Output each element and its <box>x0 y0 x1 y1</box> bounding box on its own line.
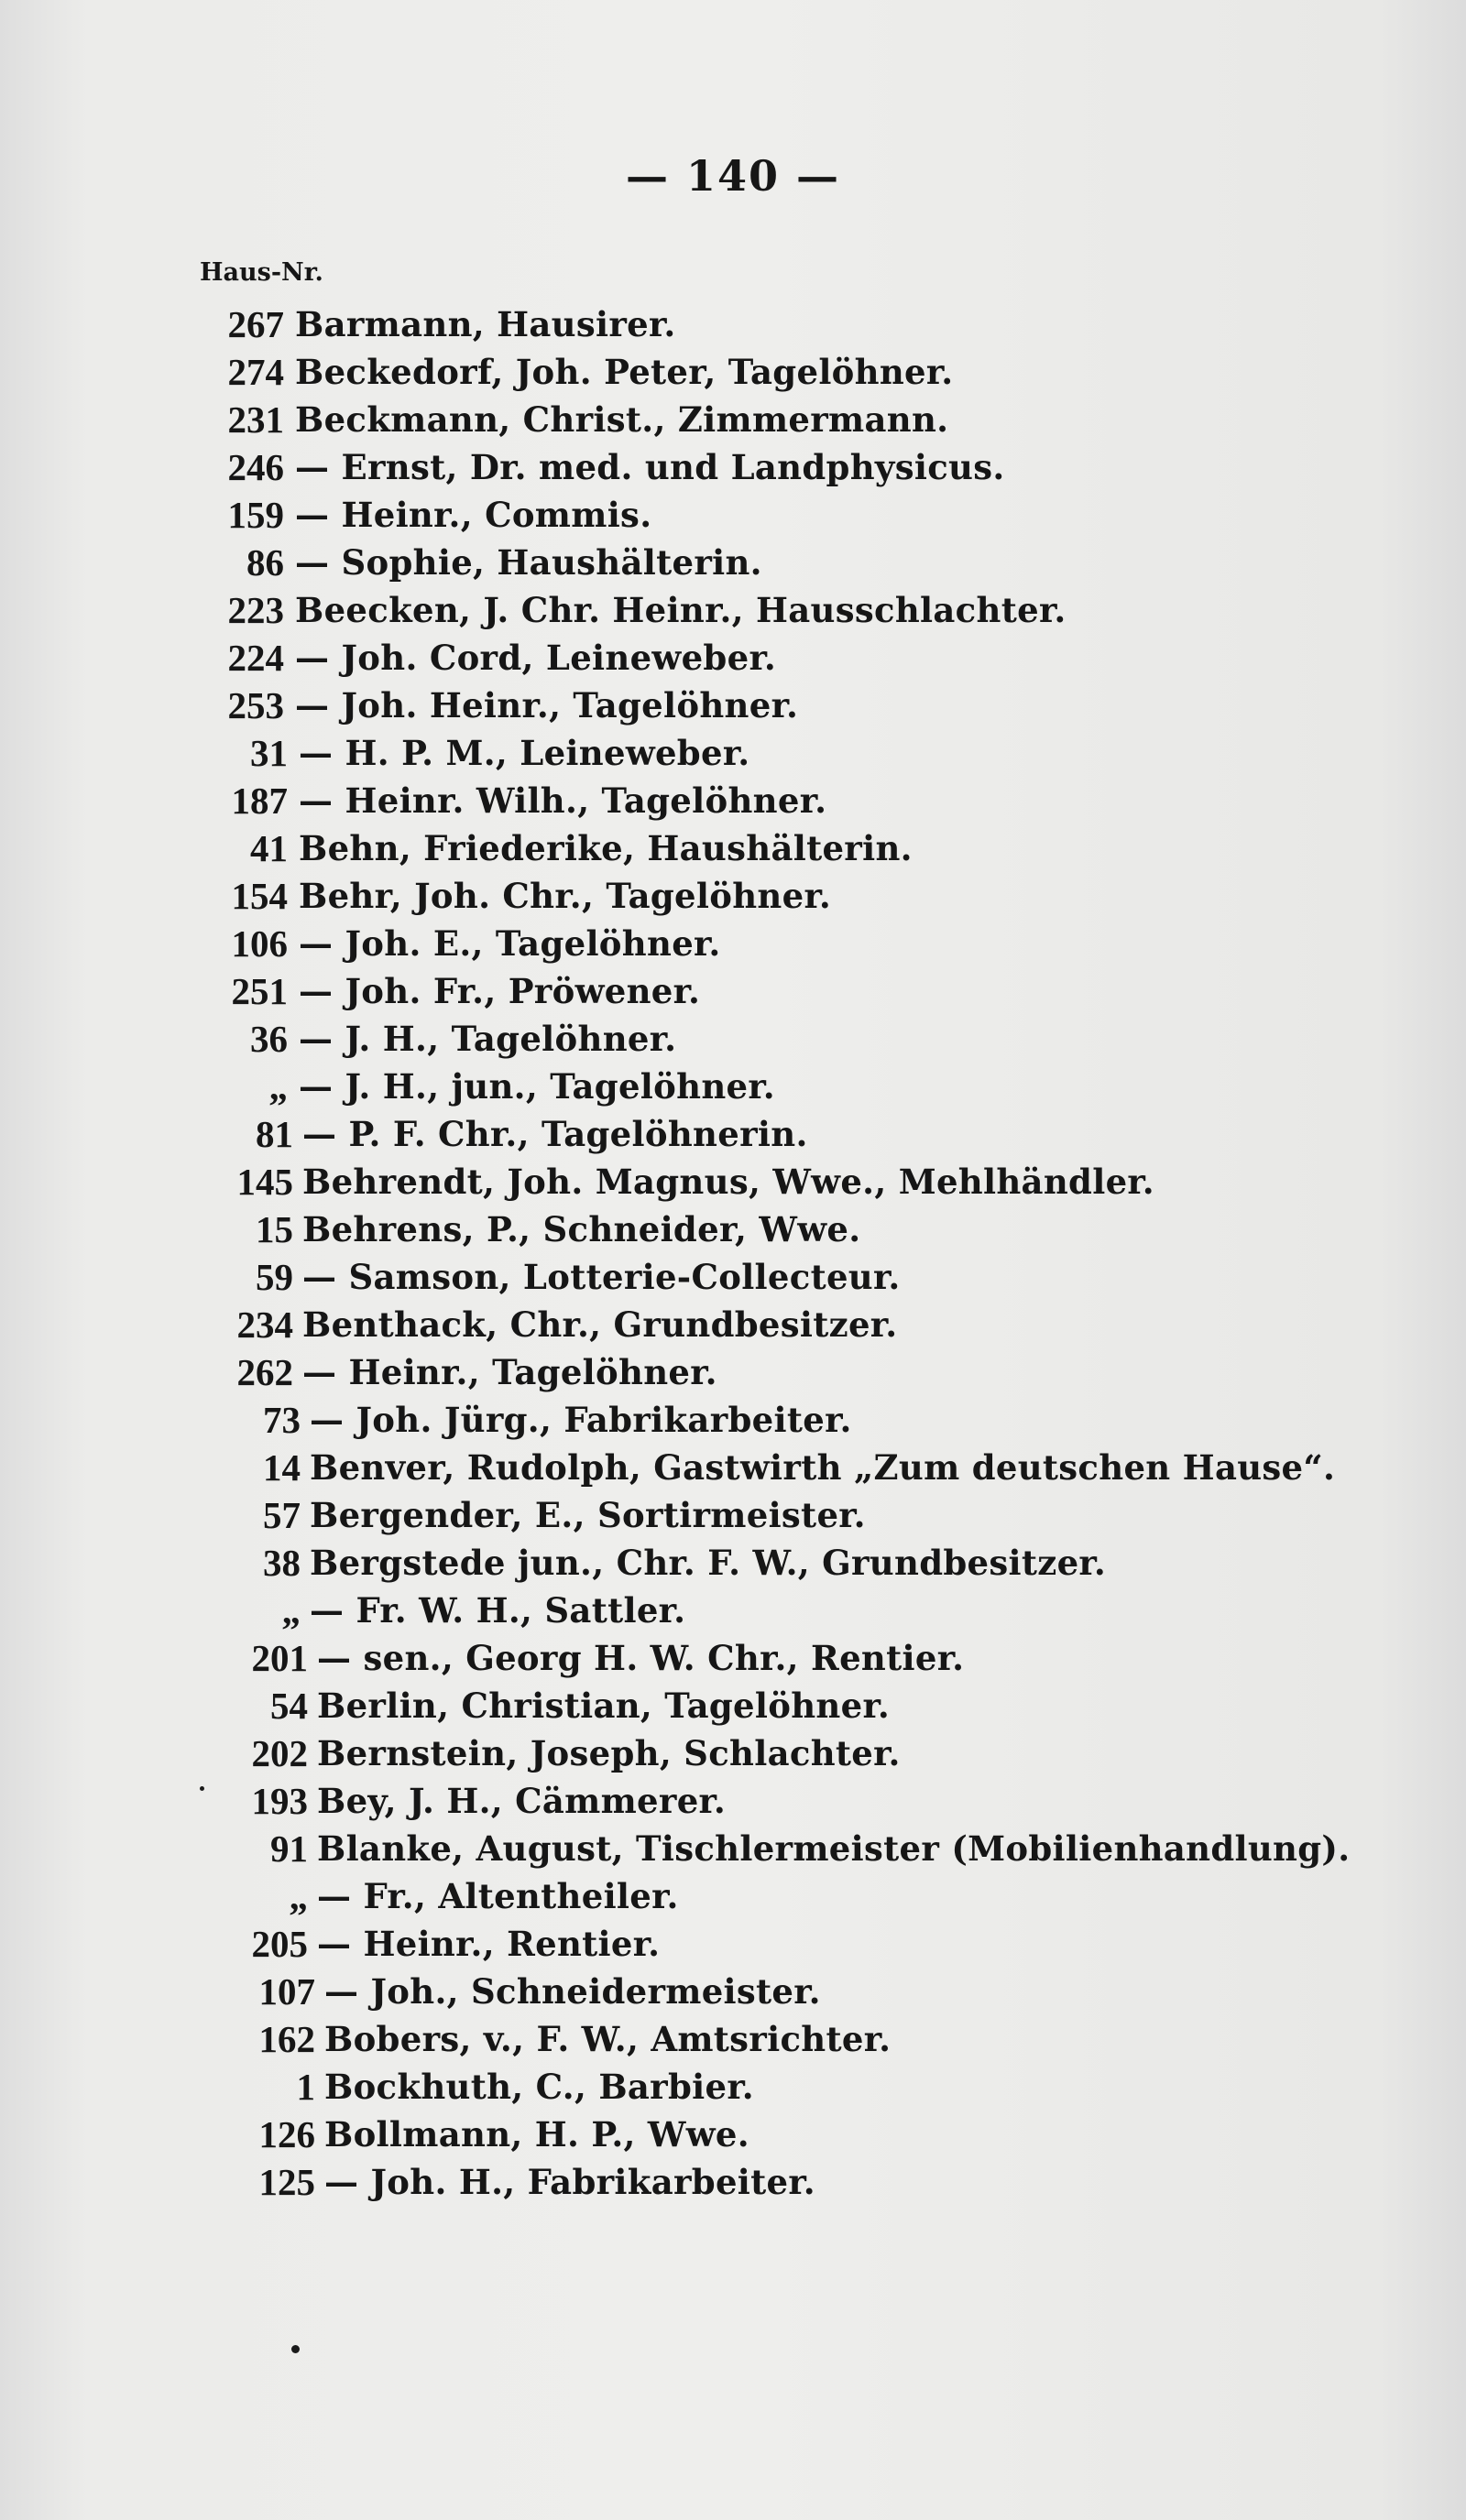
directory-entry <box>0 396 1466 443</box>
directory-entry <box>0 1491 1466 1539</box>
directory-entry <box>0 1729 1466 1777</box>
entry-text: Bergstede jun., Chr. F. W., Grundbesitzer. <box>310 1543 1107 1583</box>
entry-text: — Joh. Cord, Leineweber. <box>295 638 777 678</box>
house-number: 187 <box>231 780 288 822</box>
entry-text: Beckmann, Christ., Zimmermann. <box>295 399 949 440</box>
house-number: 202 <box>251 1732 308 1774</box>
entry-text: Bernstein, Joseph, Schlachter. <box>317 1733 901 1773</box>
entry-text: — Heinr., Tagelöhner. <box>302 1352 717 1392</box>
entry-text: Behr, Joh. Chr., Tagelöhner. <box>299 876 832 916</box>
house-number: 86 <box>246 541 284 584</box>
directory-entry <box>0 348 1466 396</box>
house-number: „ <box>268 1065 288 1107</box>
entry-text: — Joh. Jürg., Fabrikarbeiter. <box>310 1400 852 1440</box>
entry-text: Barmann, Hausirer. <box>295 304 676 344</box>
house-number: 154 <box>231 875 288 917</box>
entry-text: — J. H., jun., Tagelöhner. <box>299 1066 775 1107</box>
directory-entry <box>0 634 1466 682</box>
entry-text: Behrendt, Joh. Magnus, Wwe., Mehlhändler. <box>302 1162 1154 1202</box>
directory-entry <box>0 443 1466 491</box>
entry-text: Beecken, J. Chr. Heinr., Hausschlachter. <box>295 590 1067 630</box>
entry-text: Behrens, P., Schneider, Wwe. <box>302 1209 861 1249</box>
entry-text: — Joh., Schneidermeister. <box>324 1971 821 2012</box>
house-number: 15 <box>256 1208 293 1250</box>
directory-entry <box>0 1682 1466 1729</box>
entry-text: — Heinr. Wilh., Tagelöhner. <box>299 780 827 821</box>
entry-text: Beckedorf, Joh. Peter, Tagelöhner. <box>295 352 954 392</box>
house-number: 59 <box>256 1256 293 1298</box>
directory-entry <box>0 872 1466 920</box>
column-header: Haus-Nr. <box>200 258 323 287</box>
directory-list <box>0 300 1466 2206</box>
house-number: 231 <box>227 398 284 441</box>
entry-text: — J. H., Tagelöhner. <box>299 1019 677 1059</box>
entry-text: — Samson, Lotterie-Collecteur. <box>302 1257 901 1297</box>
entry-text: Blanke, August, Tischlermeister (Mobilienhandlung). <box>317 1828 1351 1869</box>
entry-text: Benver, Rudolph, Gastwirth „Zum deutschen Hause“. <box>310 1447 1336 1488</box>
house-number: 201 <box>251 1637 308 1679</box>
directory-entry <box>0 1301 1466 1348</box>
house-number: 106 <box>231 922 288 965</box>
directory-entry <box>0 1396 1466 1444</box>
house-number: 126 <box>258 2113 315 2155</box>
house-number: „ <box>281 1589 301 1631</box>
house-number: 159 <box>227 494 284 536</box>
house-number: 57 <box>263 1494 301 1536</box>
directory-entry <box>0 491 1466 539</box>
directory-entry <box>0 1968 1466 2015</box>
house-number: 224 <box>227 637 284 679</box>
entry-text: — sen., Georg H. W. Chr., Rentier. <box>317 1638 965 1678</box>
entry-text: — P. F. Chr., Tagelöhnerin. <box>302 1114 808 1154</box>
page-number: — 140 — <box>625 151 841 201</box>
directory-entry <box>0 1587 1466 1634</box>
entry-text: Bockhuth, C., Barbier. <box>324 2067 754 2107</box>
directory-entry <box>0 967 1466 1015</box>
directory-entry <box>0 1777 1466 1825</box>
directory-entry <box>0 1920 1466 1968</box>
ink-speck <box>291 2345 300 2353</box>
entry-text: Bollmann, H. P., Wwe. <box>324 2114 749 2155</box>
house-number: „ <box>289 1875 308 1917</box>
entry-text: — Ernst, Dr. med. und Landphysicus. <box>295 447 1005 487</box>
directory-entry <box>0 1063 1466 1110</box>
directory-entry <box>0 777 1466 824</box>
house-number: 162 <box>258 2018 315 2060</box>
house-number: 38 <box>263 1542 301 1584</box>
directory-entry <box>0 1872 1466 1920</box>
house-number: 14 <box>263 1446 301 1489</box>
directory-entry <box>0 1158 1466 1205</box>
entry-text: — Fr., Altentheiler. <box>317 1876 679 1916</box>
house-number: 193 <box>251 1780 308 1822</box>
directory-entry <box>0 1539 1466 1587</box>
entry-text: — Joh. E., Tagelöhner. <box>299 923 721 964</box>
directory-entry <box>0 920 1466 967</box>
house-number: 223 <box>227 589 284 631</box>
house-number: 253 <box>227 684 284 726</box>
directory-entry <box>0 1444 1466 1491</box>
house-number: 1 <box>296 2066 315 2108</box>
directory-entry <box>0 2063 1466 2111</box>
entry-text: Bobers, v., F. W., Amtsrichter. <box>324 2019 892 2059</box>
directory-entry <box>0 824 1466 872</box>
entry-text: — Joh. H., Fabrikarbeiter. <box>324 2162 815 2202</box>
directory-entry <box>0 2158 1466 2206</box>
house-number: 262 <box>236 1351 293 1393</box>
directory-entry <box>0 682 1466 729</box>
house-number: 267 <box>227 303 284 345</box>
directory-entry <box>0 539 1466 586</box>
entry-text: — H. P. M., Leineweber. <box>299 733 750 773</box>
house-number: 41 <box>250 827 288 869</box>
directory-entry <box>0 2015 1466 2063</box>
house-number: 91 <box>270 1827 308 1870</box>
house-number: 125 <box>258 2161 315 2203</box>
directory-entry <box>0 1110 1466 1158</box>
entry-text: — Fr. W. H., Sattler. <box>310 1590 686 1631</box>
house-number: 31 <box>250 732 288 774</box>
directory-entry <box>0 586 1466 634</box>
entry-text: Behn, Friederike, Haushälterin. <box>299 828 913 868</box>
entry-text: — Joh. Heinr., Tagelöhner. <box>295 685 799 725</box>
entry-text: Berlin, Christian, Tagelöhner. <box>317 1685 891 1726</box>
directory-entry <box>0 1634 1466 1682</box>
house-number: 107 <box>258 1970 315 2013</box>
house-number: 274 <box>227 351 284 393</box>
entry-text: — Heinr., Commis. <box>295 495 652 535</box>
house-number: 73 <box>263 1399 301 1441</box>
house-number: 36 <box>250 1018 288 1060</box>
entry-text: — Sophie, Haushälterin. <box>295 542 762 583</box>
directory-entry <box>0 2111 1466 2158</box>
entry-text: Bergender, E., Sortirmeister. <box>310 1495 866 1535</box>
house-number: 246 <box>227 446 284 488</box>
directory-entry <box>0 300 1466 348</box>
house-number: 251 <box>231 970 288 1012</box>
directory-entry <box>0 1825 1466 1872</box>
ink-speck <box>200 1786 204 1791</box>
entry-text: — Heinr., Rentier. <box>317 1924 661 1964</box>
entry-text: — Joh. Fr., Pröwener. <box>299 971 701 1011</box>
directory-entry <box>0 729 1466 777</box>
house-number: 145 <box>236 1161 293 1203</box>
entry-text: Benthack, Chr., Grundbesitzer. <box>302 1304 898 1345</box>
house-number: 54 <box>270 1685 308 1727</box>
entry-text: Bey, J. H., Cämmerer. <box>317 1781 727 1821</box>
directory-entry <box>0 1348 1466 1396</box>
house-number: 81 <box>256 1113 293 1155</box>
house-number: 234 <box>236 1304 293 1346</box>
directory-entry <box>0 1205 1466 1253</box>
directory-entry <box>0 1015 1466 1063</box>
house-number: 205 <box>251 1923 308 1965</box>
directory-entry <box>0 1253 1466 1301</box>
